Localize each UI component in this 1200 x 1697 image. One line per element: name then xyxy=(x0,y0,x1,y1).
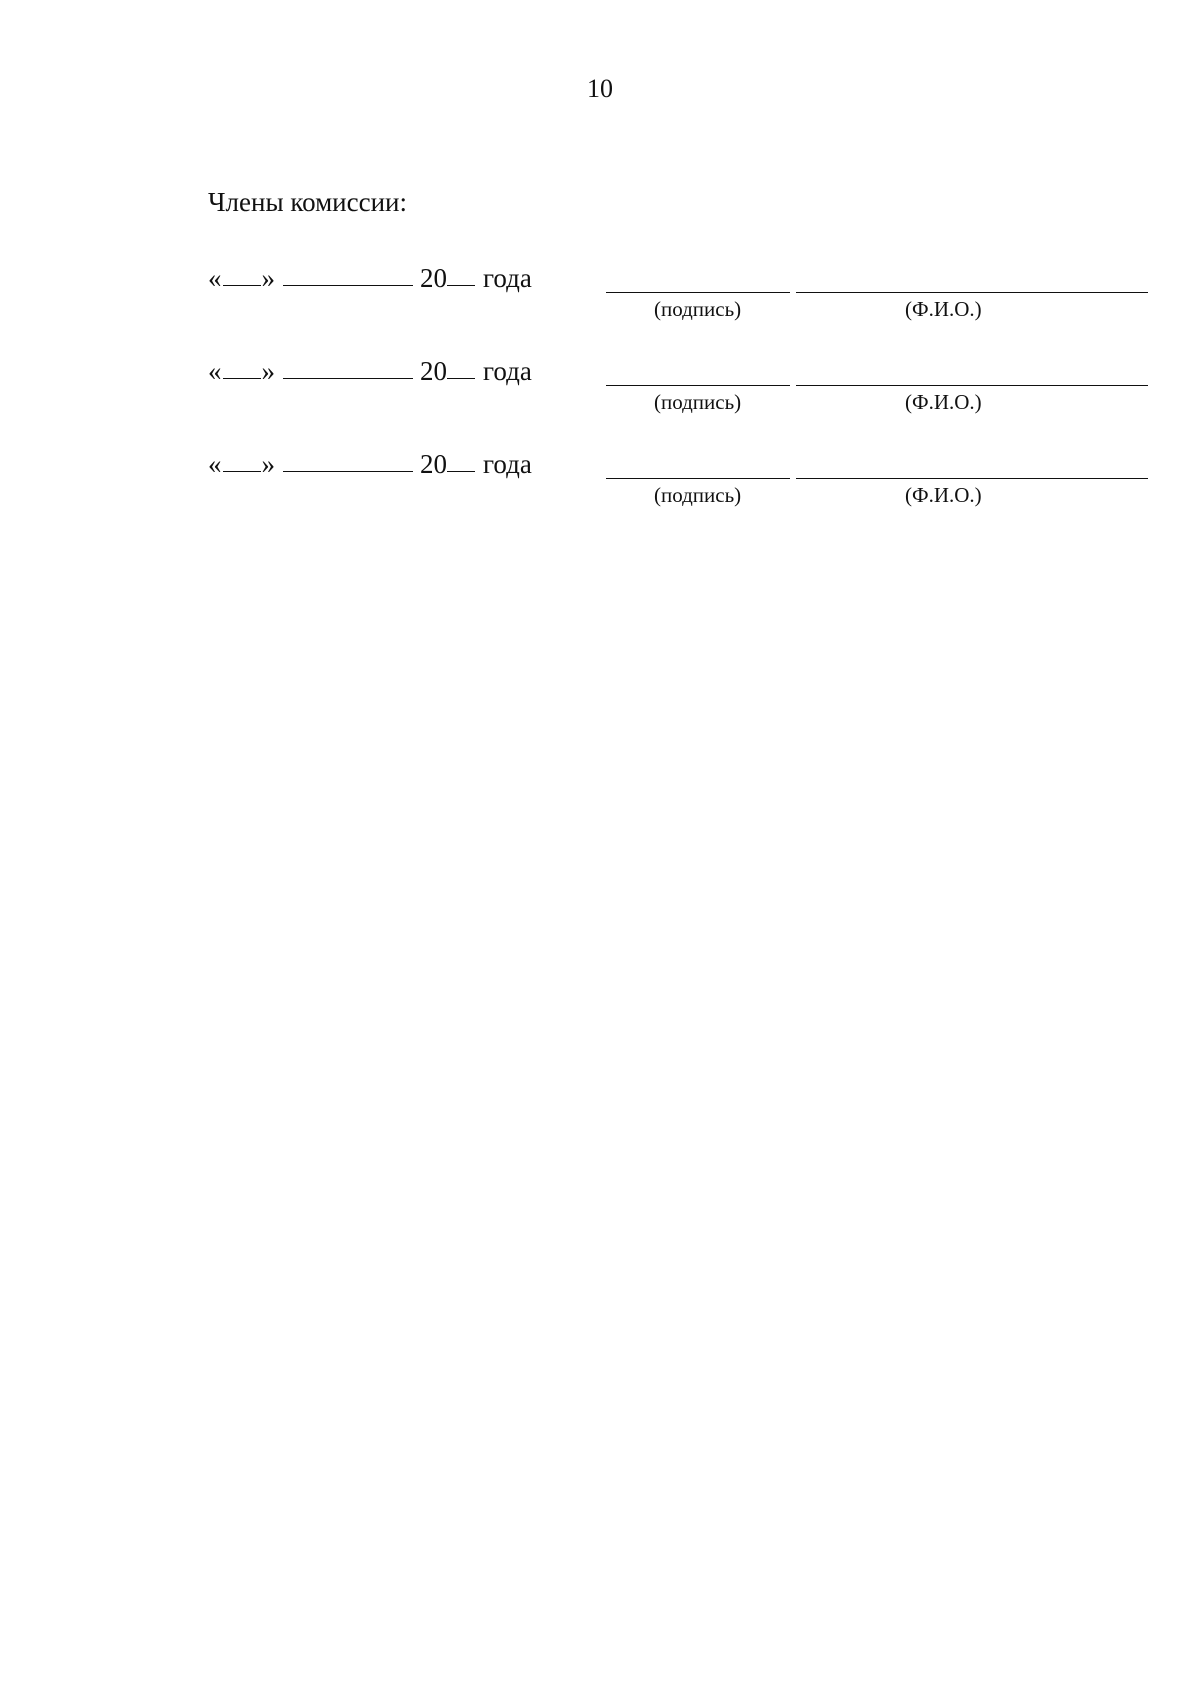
quote-open: « xyxy=(208,356,222,386)
signature-row xyxy=(0,262,1200,332)
month-blank[interactable] xyxy=(283,470,413,472)
quote-close: » xyxy=(261,263,275,293)
month-blank[interactable] xyxy=(283,284,413,286)
date-field xyxy=(208,355,532,387)
year-blank[interactable] xyxy=(447,284,475,286)
day-blank[interactable] xyxy=(223,377,261,379)
signature-caption: (подпись) xyxy=(654,297,742,321)
year-word: года xyxy=(483,356,532,386)
date-field xyxy=(208,262,532,294)
page-number: 10 xyxy=(587,74,613,103)
full-name-line[interactable] xyxy=(796,478,1148,479)
year-blank[interactable] xyxy=(447,470,475,472)
signature-caption: (подпись) xyxy=(654,483,742,507)
signature-line[interactable] xyxy=(606,478,790,479)
full-name-caption: (Ф.И.О.) xyxy=(905,297,982,321)
full-name-line[interactable] xyxy=(796,385,1148,386)
year-prefix: 20 xyxy=(420,263,447,293)
full-name-caption: (Ф.И.О.) xyxy=(905,483,982,507)
year-prefix: 20 xyxy=(420,356,447,386)
quote-open: « xyxy=(208,263,222,293)
signature-line[interactable] xyxy=(606,292,790,293)
signature-line[interactable] xyxy=(606,385,790,386)
date-field xyxy=(208,448,532,480)
quote-close: » xyxy=(261,356,275,386)
year-word: года xyxy=(483,449,532,479)
quote-open: « xyxy=(208,449,222,479)
commission-members-heading: Члены комиссии: xyxy=(208,187,407,217)
signature-row xyxy=(0,355,1200,425)
year-prefix: 20 xyxy=(420,449,447,479)
signature-row xyxy=(0,448,1200,518)
full-name-caption: (Ф.И.О.) xyxy=(905,390,982,414)
year-word: года xyxy=(483,263,532,293)
quote-close: » xyxy=(261,449,275,479)
month-blank[interactable] xyxy=(283,377,413,379)
day-blank[interactable] xyxy=(223,284,261,286)
year-blank[interactable] xyxy=(447,377,475,379)
full-name-line[interactable] xyxy=(796,292,1148,293)
day-blank[interactable] xyxy=(223,470,261,472)
signature-caption: (подпись) xyxy=(654,390,742,414)
